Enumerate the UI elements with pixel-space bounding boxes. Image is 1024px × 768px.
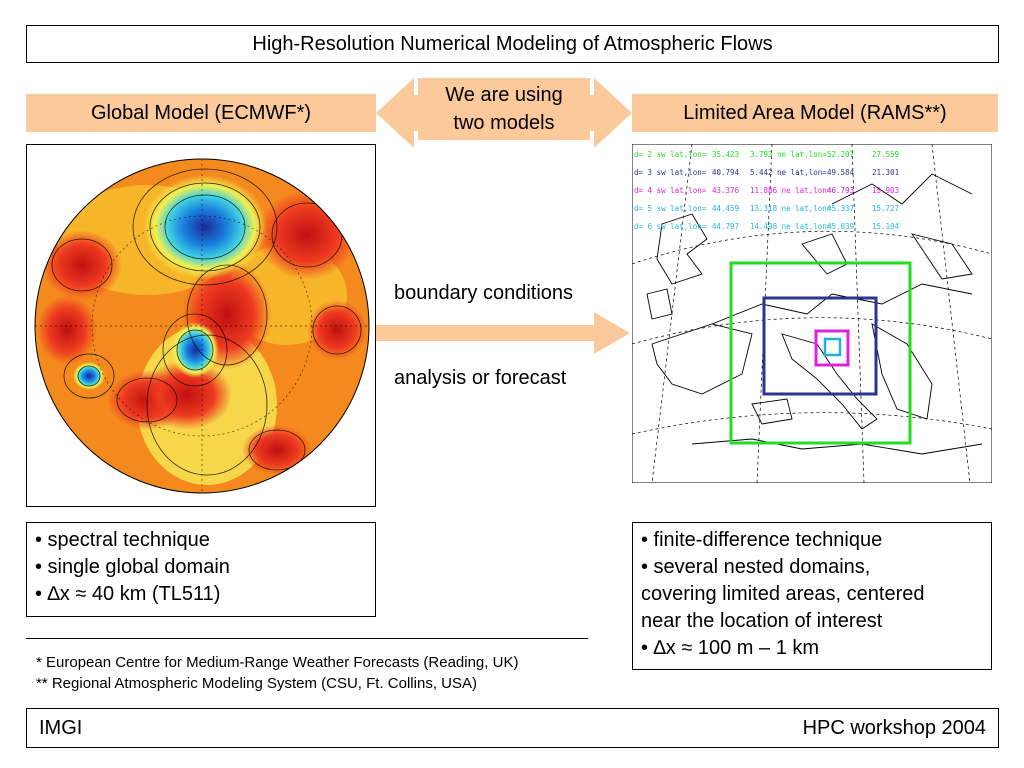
footnote-divider bbox=[26, 638, 588, 639]
footer bbox=[26, 708, 999, 748]
domain-coord-cell: d= 2 sw lat,lon= bbox=[634, 150, 707, 159]
domain-coord-cell: 43.376 bbox=[712, 186, 740, 195]
domain-coord-cell: 13.318 ne lat,lon= bbox=[750, 204, 832, 213]
two-models-note bbox=[418, 78, 590, 140]
footer-left: IMGI bbox=[39, 716, 83, 739]
global-model-text: Global Model (ECMWF*) bbox=[90, 101, 312, 124]
domain-coord-cell: 45.039 bbox=[827, 222, 855, 231]
domain-coord-cell: d= 5 sw lat,lon= bbox=[634, 204, 707, 213]
global-model-map bbox=[26, 144, 376, 507]
bullet-item: covering limited areas, centered bbox=[641, 583, 925, 605]
bullet-item: • ∆x ≈ 40 km (TL511) bbox=[35, 583, 221, 605]
note-line-2: two models bbox=[453, 112, 555, 134]
domain-coord-cell: 21.301 bbox=[872, 168, 900, 177]
bullet-item: • several nested domains, bbox=[641, 556, 871, 578]
domain-coord-cell: 44.459 bbox=[712, 204, 740, 213]
polar-contour-map bbox=[27, 145, 375, 506]
limited-model-bullets bbox=[632, 522, 992, 670]
footer-right: HPC workshop 2004 bbox=[802, 716, 986, 739]
domain-coord-cell: 40.794 bbox=[712, 168, 740, 177]
domain-coord-cell: 15.104 bbox=[872, 222, 900, 231]
domain-coord-cell: 49.584 bbox=[827, 168, 855, 177]
domain-coord-cell: 45.337 bbox=[827, 204, 855, 213]
domain-coord-cell: 46.793 bbox=[827, 186, 855, 195]
domain-coord-cell: 14.498 ne lat,lon= bbox=[750, 222, 832, 231]
domain-coord-cell: d= 3 sw lat,lon= bbox=[634, 168, 707, 177]
slide-title bbox=[26, 25, 999, 63]
bullet-item: • finite-difference technique bbox=[641, 529, 883, 551]
domain-coord-cell: 44.797 bbox=[712, 222, 740, 231]
bullet-item: • spectral technique bbox=[35, 529, 210, 551]
domain-coord-cell: 15.903 bbox=[872, 186, 900, 195]
domain-coord-cell: 15.727 bbox=[872, 204, 900, 213]
domain-coord-cell: 52.207 bbox=[827, 150, 855, 159]
domain-coord-cell: 27.559 bbox=[872, 150, 900, 159]
limited-area-map bbox=[632, 144, 992, 483]
limited-area-model-label bbox=[632, 94, 998, 132]
global-model-bullets bbox=[26, 522, 376, 617]
footnote-ecmwf: * European Centre for Medium-Range Weather Forecasts (Reading, UK) bbox=[36, 654, 519, 671]
global-model-label bbox=[26, 94, 376, 132]
domain-coord-cell: d= 6 sw lat,lon= bbox=[634, 222, 707, 231]
domain-coord-cell: 35.423 bbox=[712, 150, 740, 159]
domain-coord-cell: 5.442 ne lat,lon= bbox=[750, 168, 827, 177]
domain-coord-cell: 3.793 ne lat,lon= bbox=[750, 150, 827, 159]
bullet-item: near the location of interest bbox=[641, 610, 883, 632]
title-text: High-Resolution Numerical Modeling of Atmospheric Flows bbox=[252, 32, 773, 55]
domain-coord-cell: 11.886 ne lat,lon= bbox=[750, 186, 832, 195]
domain-coord-cell: d= 4 sw lat,lon= bbox=[634, 186, 707, 195]
note-line-1: We are using bbox=[445, 84, 563, 106]
bullet-item: • single global domain bbox=[35, 556, 230, 578]
footnote-rams: ** Regional Atmospheric Modeling System (CSU, Ft. Collins, USA) bbox=[36, 675, 477, 692]
bullet-item: • ∆x ≈ 100 m – 1 km bbox=[641, 637, 820, 659]
boundary-conditions-label: boundary conditions bbox=[394, 282, 574, 304]
analysis-forecast-label: analysis or forecast bbox=[394, 367, 567, 389]
right-arrow-icon bbox=[376, 312, 632, 358]
limited-model-text: Limited Area Model (RAMS**) bbox=[683, 101, 947, 124]
nested-domains-map bbox=[632, 144, 992, 483]
